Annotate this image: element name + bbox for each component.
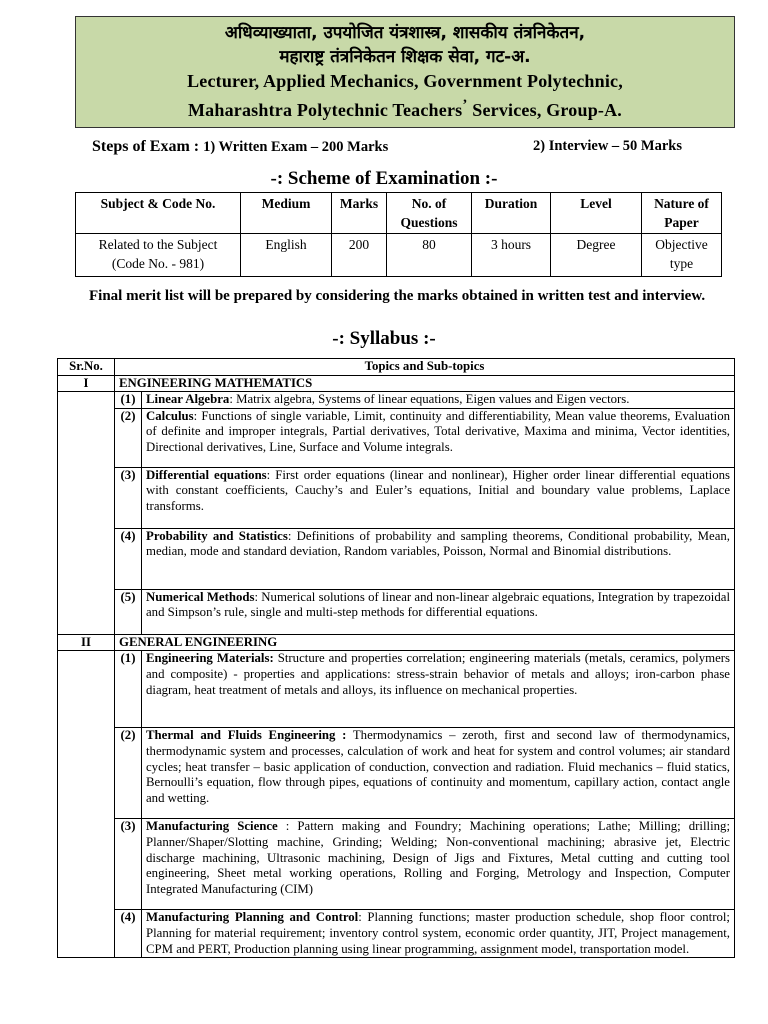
list-item: (2) Thermal and Fluids Engineering : Thermodynamics – zeroth, first and second law of thermodynamics, thermodynamic system and processes, calculation of work and heat for system and control volumes; air standard cycles; heat transfer – basic application of conduction, convection and radiation. Fluid mechanics – fluid statics, Bernoulli’s equation, flow through pipes, equations of continuity and momentum, capillary action, contact angle and wetting.: [115, 728, 734, 819]
list-item: (2) Calculus: Functions of single variable, Limit, continuity and differentiability, Mean value theorems, Evaluation of definite and improper integrals, Partial derivatives, Total derivative, Maxima and minima, Vector identities, Directional derivatives, Line, Surface and Volume integrals.: [115, 408, 734, 467]
english-title-line1: Lecturer, Applied Mechanics, Government Polytechnic,: [187, 71, 623, 91]
scheme-nature: Objective type: [642, 234, 722, 277]
header-box: [75, 16, 735, 128]
scheme-level: Degree: [551, 234, 642, 277]
section-number: II: [58, 634, 115, 651]
english-title-line2: Maharashtra Polytechnic Teachers’ Services, Group-A.: [187, 97, 623, 120]
scheme-table: [75, 192, 722, 277]
scheme-medium: English: [241, 234, 332, 277]
list-item: (5) Numerical Methods: Numerical solutions of linear and non-linear algebraic equations, Integration by trapezoidal and Simpson’s rule, single and multi-step methods for differential equations.: [115, 589, 734, 634]
section-items-row: [58, 651, 735, 958]
scheme-marks: 200: [332, 234, 387, 277]
list-item: (4) Manufacturing Planning and Control: Planning functions; master production schedule, shop floor control; Planning for material requirement; inventory control system, economic order quantity, JIT, Project management, CPM and PERT, Production planning using linear programming, assignment model, transportation model.: [115, 910, 734, 957]
hindi-title-line2: महाराष्ट्र तंत्रनिकेतन शिक्षक सेवा, गट-अ.: [279, 47, 531, 67]
section-number: I: [58, 375, 115, 392]
list-item: (4) Probability and Statistics: Definitions of probability and sampling theorems, Conditional probability, Mean, median, mode and standard deviation, Random variables, Poisson, Normal and Binomial distributions.: [115, 528, 734, 589]
hindi-title-line1: अधिव्याख्याता, उपयोजित यंत्रशास्त्र, शासकीय तंत्रनिकेतन,: [224, 23, 586, 43]
scheme-header: Nature of Paper: [642, 193, 722, 234]
scheme-duration: 3 hours: [472, 234, 551, 277]
steps-label: Steps of Exam :: [92, 138, 204, 155]
list-item: (3) Differential equations: First order equations (linear and nonlinear), Higher order linear differential equations with constant coefficients, Cauchy’s and Euler’s equations, Initial and boundary value problems, Laplace transforms.: [115, 467, 734, 528]
step-written: 1) Written Exam – 200 Marks: [203, 139, 389, 155]
section-items-row: [58, 392, 735, 635]
section-heading: ENGINEERING MATHEMATICS: [115, 375, 735, 392]
list-item: (1) Linear Algebra: Matrix algebra, Systems of linear equations, Eigen values and Eigen vectors.: [115, 392, 734, 408]
steps-of-exam: [92, 138, 388, 156]
scheme-header: Duration: [472, 193, 551, 234]
section-row: [58, 375, 735, 392]
list-item: (3) Manufacturing Science : Pattern making and Foundry; Machining operations; Lathe; Milling; drilling; Planner/Shaper/Slotting machine, Grinding; Welding; Non-conventional machining; abrasive jet, Electric discharge machining, Ultrasonic machining, Design of Jigs and Fixtures, Metal cutting and cutting tool engineering, Sheet metal working operations, Rolling and Forging, Metrology and Inspection, Computer Integrated Manufacturing (CIM): [115, 819, 734, 910]
srno-header: Sr.No.: [58, 359, 115, 376]
section-items: [115, 392, 734, 634]
scheme-header: Subject & Code No.: [76, 193, 241, 234]
scheme-header-row: [76, 193, 722, 234]
syllabus-table: [57, 358, 735, 958]
scheme-questions: 80: [387, 234, 472, 277]
syllabus-header-row: [58, 359, 735, 376]
scheme-data-row: [76, 234, 722, 277]
topics-header: Topics and Sub-topics: [115, 359, 735, 376]
scheme-title: -: Scheme of Examination :-: [270, 168, 498, 189]
scheme-header: No. of Questions: [387, 193, 472, 234]
list-item: (1) Engineering Materials: Structure and properties correlation; engineering materials (metals, ceramics, polymers and composite) - properties and applications: stress-strain behavior of metals and alloys; iron-carbon phase diagram, heat treatment of metals and alloys, its influence on mechanical properties.: [115, 651, 734, 728]
syllabus-title: -: Syllabus :-: [332, 328, 436, 349]
scheme-subject: Related to the Subject (Code No. - 981): [76, 234, 241, 277]
scheme-header: Marks: [332, 193, 387, 234]
merit-note: Final merit list will be prepared by considering the marks obtained in written test and interview.: [89, 288, 706, 304]
scheme-header: Medium: [241, 193, 332, 234]
section-items: [115, 651, 734, 957]
section-heading: GENERAL ENGINEERING: [115, 634, 735, 651]
scheme-header: Level: [551, 193, 642, 234]
step-interview: 2) Interview – 50 Marks: [533, 138, 683, 154]
section-row: [58, 634, 735, 651]
